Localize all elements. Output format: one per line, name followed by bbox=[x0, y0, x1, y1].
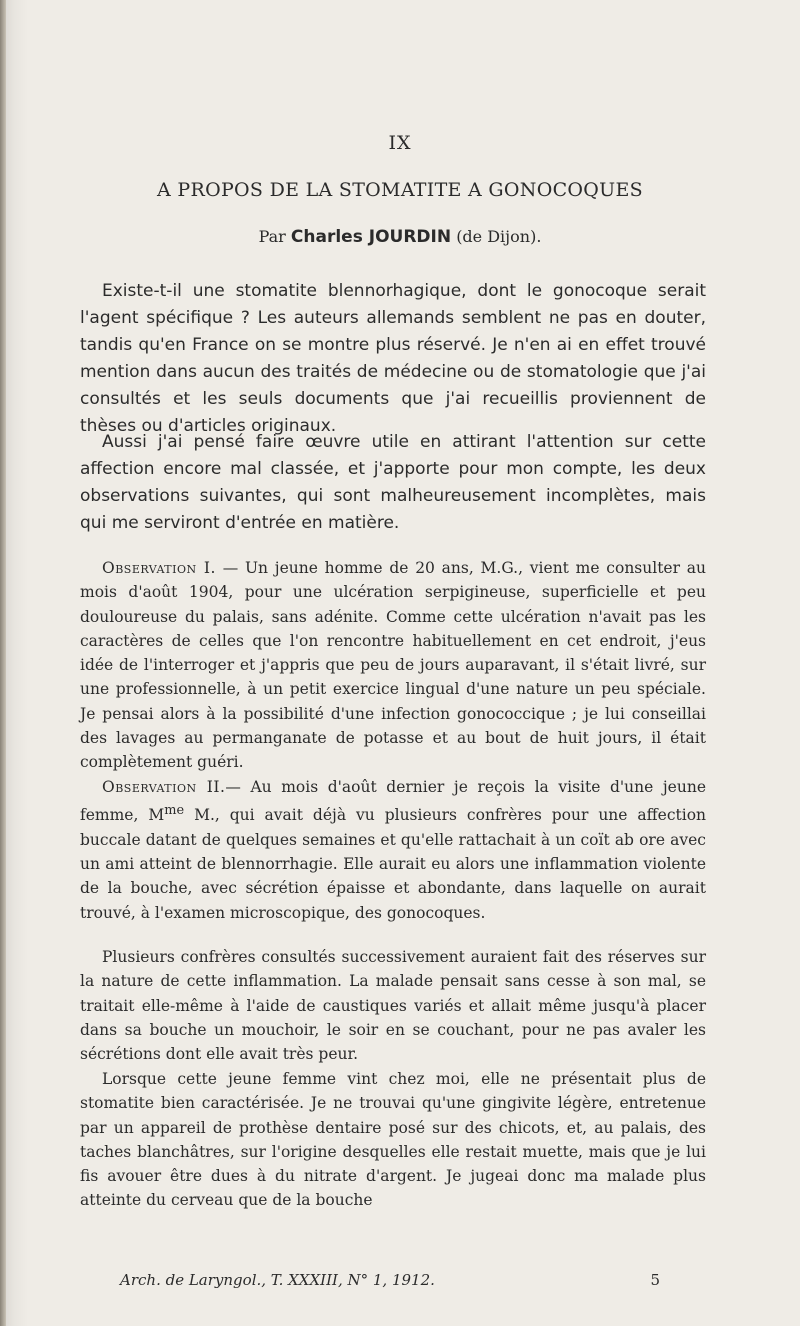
chapter-number: IX bbox=[388, 132, 412, 154]
observation-2-paragraph bbox=[80, 775, 706, 925]
observation-1-text: — Un jeune homme de 20 ans, M.G., vient me consulter au mois d'août 1904, pour une ulcération serpigineuse, superficielle et peu douloureuse du palais, sans adénite. Comme cette ulcération n'avait pas les caractères de celles que l'on rencontre habituellement en cet endroit, j'eus idée de l'interroger et j'appris que peu de jours auparavant, il s'était livré, sur une professionnelle, à un petit exercice lingual d'une nature un peu spéciale. Je pensai alors à la possibilité d'une infection gonococcique ; je lui conseillai des lavages au permanganate de potasse et au bout de huit jours, il était complètement guéri. bbox=[80, 559, 707, 772]
intro-paragraph-1: Existe-t-il une stomatite blennorhagique, dont le gonocoque serait l'agent spécifique ? Les auteurs allemands semblent ne pas en douter, tandis qu'en France on se montre plus réservé. Je n'en ai en effet trouvé mention dans aucun des traités de médecine ou de stomatologie que j'ai consultés et les seuls documents que j'ai recueillis proviennent de thèses ou d'articles originaux. bbox=[80, 281, 706, 436]
observation-2-text-before: — Au mois d'août dernier je reçois la visite d'une jeune femme, M bbox=[80, 778, 706, 825]
author-origin: (de Dijon). bbox=[456, 227, 542, 246]
observation-2-paragraph-3: Lorsque cette jeune femme vint chez moi, elle ne présentait plus de stomatite bien caractérisée. Je ne trouvai qu'une gingivite légère, entretenue par un appareil de prothèse dentaire posé sur des chicots, et, au palais, des taches blanchâtres, sur l'origine desquelles elle restait muette, mais que je lui fis avouer être dues à du nitrate d'argent. Je jugeai donc ma malade plus atteinte du cerveau que de la bouche bbox=[80, 1070, 706, 1210]
observation-2-label: Observation II. bbox=[102, 778, 226, 796]
byline bbox=[0, 227, 800, 247]
observation-2-paragraph-2: Plusieurs confrères consultés successivement auraient fait des réserves sur la nature de cette inflammation. La malade pensait sans cesse à son mal, se traitait elle-même à l'aide de caustiques variés et allait même jusqu'à placer dans sa bouche un mouchoir, le soir en se couchant, pour ne pas avaler les sécrétions dont elle avait très peur. bbox=[80, 948, 706, 1064]
author-name: Charles JOURDIN bbox=[290, 227, 452, 247]
observation-2-text-after: M., qui avait déjà vu plusieurs confrères pour une affection buccale datant de quelques semaines et qu'elle rattachait à un coït ab ore avec un ami atteint de blennorrhagie. Elle aurait eu alors une inflammation violente de la bouche, avec sécrétion épaisse et abondante, dans laquelle on aurait trouvé, à l'examen microscopique, des gonocoques. bbox=[80, 806, 707, 922]
article-title: A PROPOS DE LA STOMATITE A GONOCOQUES bbox=[157, 179, 643, 201]
observation-1-label: Observation I. bbox=[102, 559, 216, 577]
journal-reference: Arch. de Laryngol., T. XXXIII, N° 1, 1912. bbox=[120, 1271, 435, 1289]
intro-paragraph-2: Aussi j'ai pensé faire œuvre utile en attirant l'attention sur cette affection encore mal classée, et j'apporte pour mon compte, les deux observations suivantes, qui sont malheureusement incomplètes, mais qui me serviront d'entrée en matière. bbox=[80, 432, 706, 533]
observation-1-paragraph bbox=[80, 556, 706, 775]
observation-2-superscript: me bbox=[164, 803, 185, 819]
page-number: 5 bbox=[650, 1271, 660, 1289]
byline-prefix: Par bbox=[258, 227, 286, 246]
page-footer bbox=[120, 1271, 660, 1289]
